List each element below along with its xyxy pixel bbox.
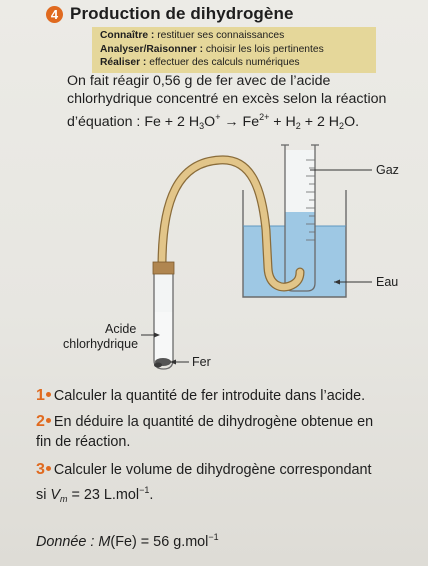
label-fer: Fer [192,355,211,369]
exercise-title: Production de dihydrogène [70,4,294,23]
acide-arrow-head [154,333,160,338]
fer-arrow-head [170,360,176,365]
label-gaz: Gaz [376,163,399,177]
skill-analyser: Analyser/Raisonner : choisir les lois pertinentes [100,43,324,55]
intro-line-1: On fait réagir 0,56 g de fer avec de l’acide [67,73,331,89]
test-tube-outline [154,272,173,369]
skill-connaitre: Connaître : restituer ses connaissances [100,30,285,41]
skill-realiser: Réaliser : effectuer des calculs numériques [100,57,300,68]
label-eau: Eau [376,275,399,289]
reaction-equation: d’équation : Fe + 2 $H_3O^+ \to Fe^{2+} + H_2 + 2$ $H_2O$. [67,112,360,131]
iron-piece-2 [154,363,162,368]
intro-line-2: chlorhydrique concentré en excès selon la réaction [67,91,387,107]
exercise-number-badge: 4 [46,6,63,23]
test-tube-glass [154,272,173,360]
acid-liquid [154,312,173,360]
collection-tube-outline [285,145,315,291]
question-1: 1 Calculer la quantité de fer introduite dans l’acide. [36,387,366,404]
delivery-hose-fill [162,160,300,287]
data-line: Donnée : M(Fe) = 56 g.mol$^{-1}$ [36,532,219,550]
question-3: 3 Calculer le volume de dihydrogène correspondant si $V_m = 23$ L.mol$^{-1}$. [36,461,372,504]
graduation-marks [306,160,315,240]
label-acide-1: Acide [105,322,137,336]
exercise-header [50,4,420,24]
collection-tube-water [285,212,315,288]
water-basin [243,226,346,297]
stopper [153,262,174,274]
eau-arrow-head [334,280,340,285]
delivery-hose [162,160,300,287]
intro-paragraph [67,72,412,135]
collection-tube-glass [285,150,315,288]
question-2: 2 En déduire la quantité de dihydrogène obtenue en fin de réaction. [36,413,374,450]
label-acide-2: chlorhydrique [63,337,139,351]
basin-outline [243,190,346,297]
iron-piece [155,358,171,366]
skills-box [92,27,376,73]
